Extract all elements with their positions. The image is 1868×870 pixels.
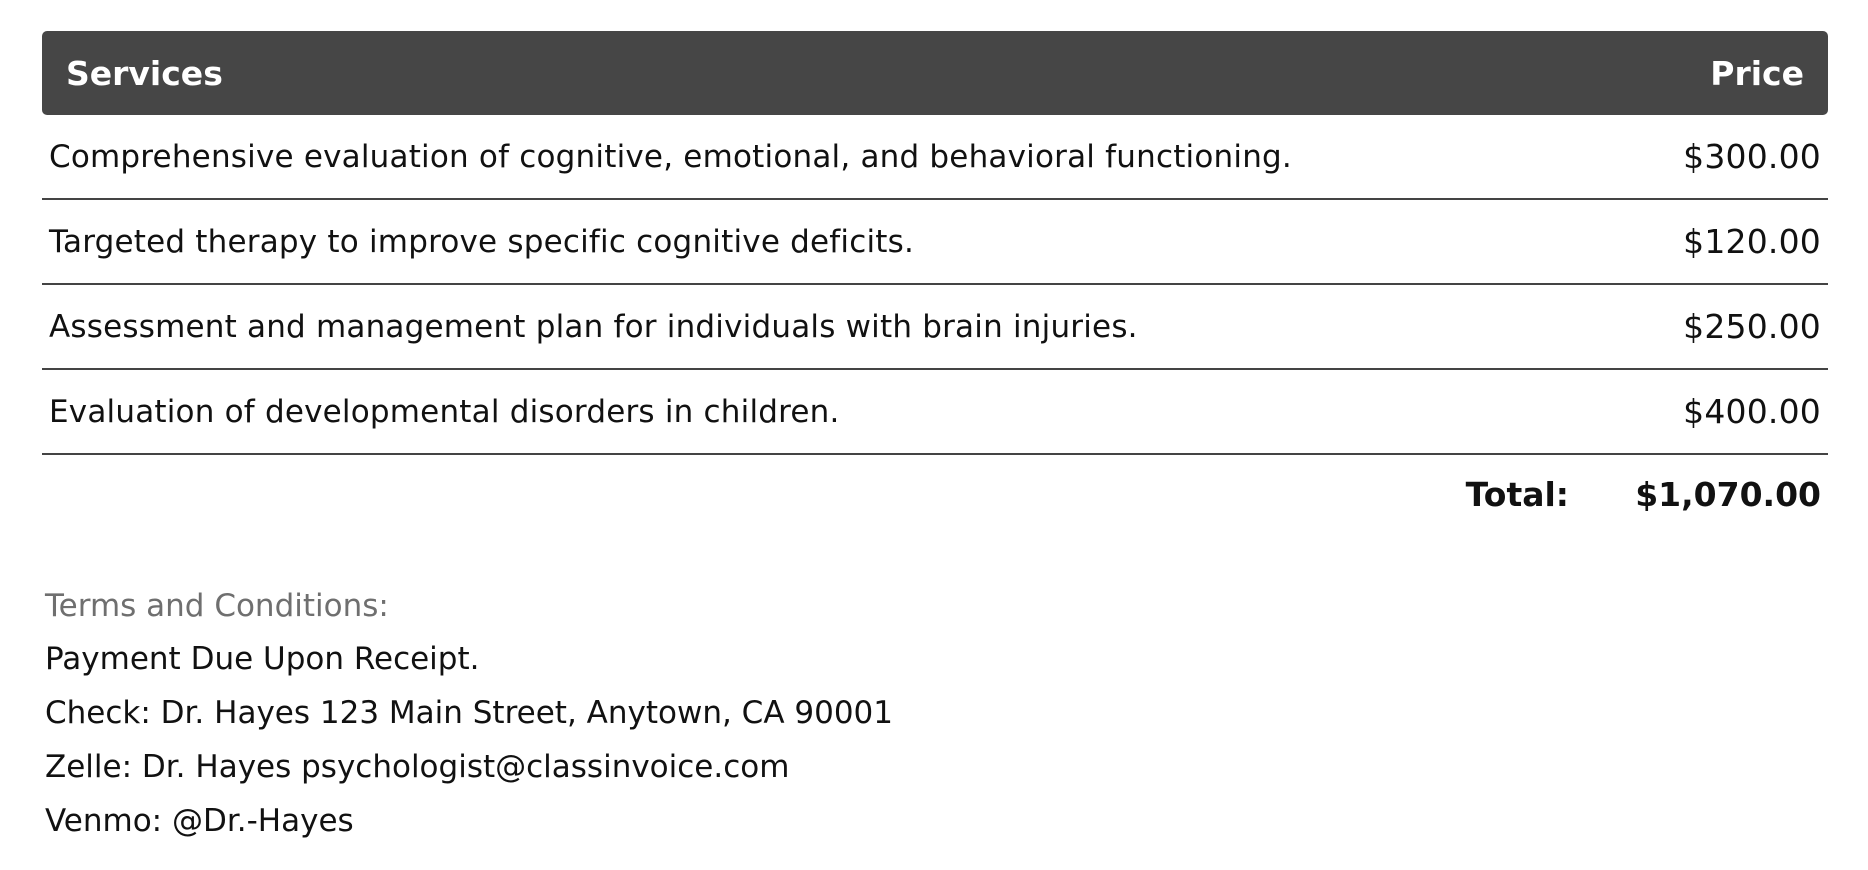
service-price: $400.00 (1683, 392, 1821, 431)
terms-section (45, 580, 893, 848)
service-description: Targeted therapy to improve specific cognitive deficits. (49, 223, 915, 260)
total-label: Total: (1465, 475, 1569, 514)
services-column-header: Services (66, 53, 223, 93)
service-description: Assessment and management plan for individuals with brain injuries. (49, 308, 1138, 345)
table-header (42, 31, 1828, 115)
table-row (42, 285, 1828, 370)
price-column-header: Price (1710, 53, 1804, 93)
total-row (42, 455, 1828, 541)
terms-line-zelle: Zelle: Dr. Hayes psychologist@classinvoice.com (45, 749, 790, 785)
service-description: Comprehensive evaluation of cognitive, emotional, and behavioral functioning. (49, 138, 1292, 175)
terms-line-venmo: Venmo: @Dr.-Hayes (45, 803, 354, 839)
table-row (42, 200, 1828, 285)
terms-line-check: Check: Dr. Hayes 123 Main Street, Anytown, CA 90001 (45, 695, 894, 731)
total-value: $1,070.00 (1635, 475, 1821, 514)
service-price: $300.00 (1683, 137, 1821, 176)
service-description: Evaluation of developmental disorders in children. (49, 393, 840, 430)
table-row (42, 370, 1828, 455)
service-price: $120.00 (1683, 222, 1821, 261)
terms-title: Terms and Conditions: (45, 588, 389, 624)
table-row (42, 115, 1828, 200)
terms-line-payment-due: Payment Due Upon Receipt. (45, 641, 480, 677)
services-table (42, 31, 1828, 541)
service-price: $250.00 (1683, 307, 1821, 346)
